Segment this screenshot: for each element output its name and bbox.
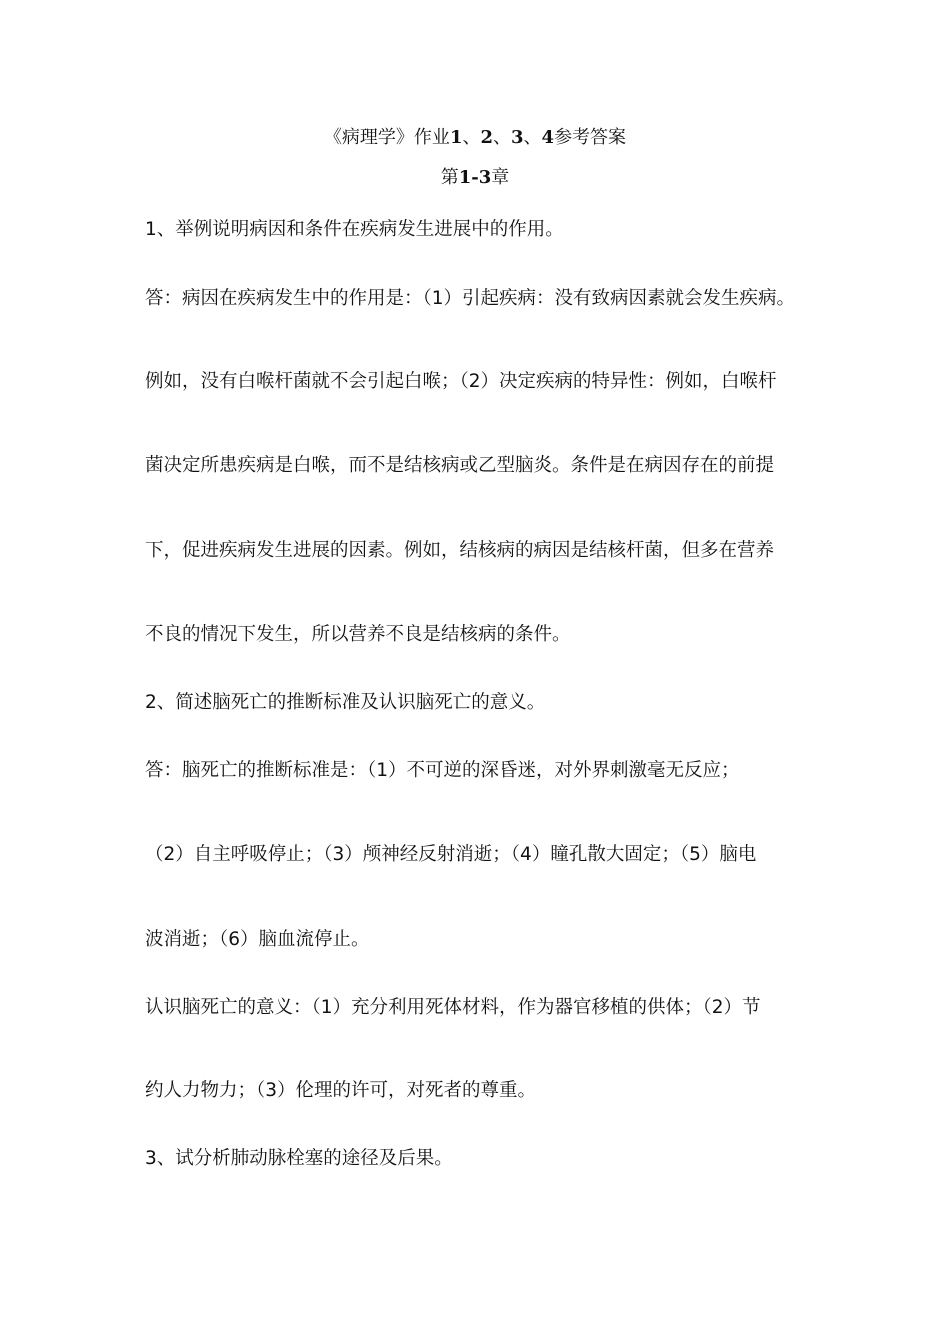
- question-3: 3、试分析肺动脉栓塞的途径及后果。: [145, 1148, 453, 1169]
- answer-2-line-3: 波消逝；（6）脑血流停止。: [145, 929, 370, 950]
- answer-1-line-5: 不良的情况下发生，所以营养不良是结核病的条件。: [145, 624, 571, 645]
- answer-1-line-3: 菌决定所患疾病是白喉，而不是结核病或乙型脑炎。条件是在病因存在的前提: [145, 455, 775, 476]
- answer-1-line-1: 答：病因在疾病发生中的作用是：（1）引起疾病：没有致病因素就会发生疾病。: [145, 288, 796, 309]
- answer-2-line-2: （2）自主呼吸停止；（3）颅神经反射消逝；（4）瞳孔散大固定；（5）脑电: [145, 844, 757, 865]
- chapter-range: 1-3: [458, 167, 492, 188]
- answer-1-line-4: 下，促进疾病发生进展的因素。例如，结核病的病因是结核杆菌，但多在营养: [145, 540, 775, 561]
- chapter-suffix: 章: [491, 167, 510, 188]
- answer-2-line-1: 答：脑死亡的推断标准是：（1）不可逆的深昏迷，对外界刺激毫无反应；: [145, 760, 740, 781]
- question-1: 1、举例说明病因和条件在疾病发生进展中的作用。: [145, 219, 564, 240]
- title-prefix: 《病理学》作业: [323, 127, 450, 148]
- title-num-2: 2: [480, 127, 493, 148]
- title-sep-2: 、: [493, 127, 511, 148]
- title-sep-1: 、: [462, 127, 481, 148]
- title-num-3: 3: [511, 127, 524, 148]
- title-num-1: 1: [449, 127, 463, 148]
- title-suffix: 参考答案: [554, 127, 627, 148]
- chapter-heading: [0, 166, 950, 190]
- answer-1-line-2: 例如，没有白喉杆菌就不会引起白喉；（2）决定疾病的特异性：例如，白喉杆: [145, 371, 777, 392]
- question-2: 2、简述脑死亡的推断标准及认识脑死亡的意义。: [145, 692, 546, 713]
- answer-2-significance-line-2: 约人力物力；（3）伦理的许可，对死者的尊重。: [145, 1080, 537, 1101]
- answer-2-significance-line-1: 认识脑死亡的意义：（1）充分利用死体材料，作为器官移植的供体；（2）节: [145, 997, 761, 1018]
- document-title: [0, 126, 950, 150]
- title-sep-3: 、: [523, 127, 542, 148]
- chapter-prefix: 第: [440, 167, 459, 188]
- title-num-4: 4: [541, 127, 555, 148]
